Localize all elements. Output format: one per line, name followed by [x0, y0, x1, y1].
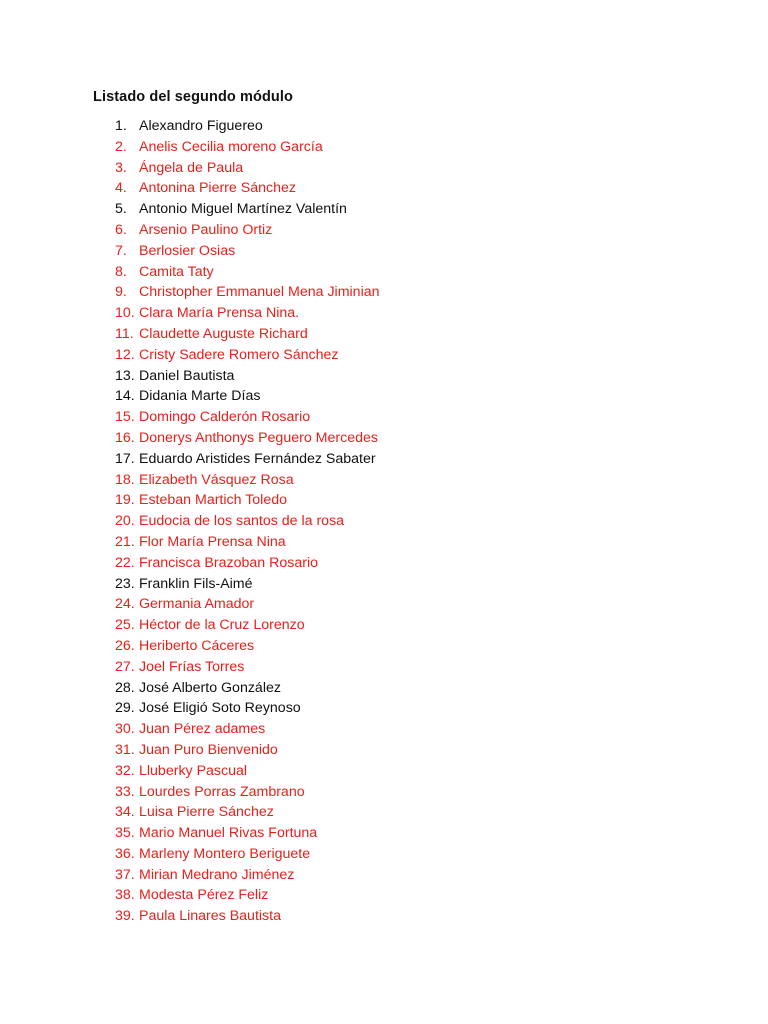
list-item-number: 33. [115, 783, 135, 800]
list-item-number: 16. [115, 429, 135, 446]
list-item-number: 34. [115, 804, 135, 821]
list-item-number: 3. [115, 159, 127, 176]
list-item-number: 38. [115, 887, 135, 904]
list-item-name: Didania Marte Días [139, 388, 261, 405]
list-item-name: José Alberto González [139, 679, 281, 696]
list-item-name: Lluberky Pascual [139, 762, 248, 779]
list-item-number: 19. [115, 492, 135, 509]
list-item-name: Franklin Fils-Aimé [139, 575, 253, 592]
list-item-name: Alexandro Figuereo [139, 118, 263, 134]
list-item-number: 27. [115, 658, 135, 675]
list-item-number: 21. [115, 533, 135, 550]
list-item-name: José Eligió Soto Reynoso [139, 700, 301, 717]
list-item-number: 31. [115, 741, 135, 758]
list-item-name: Paula Linares Bautista [139, 908, 281, 925]
list-item-number: 26. [115, 637, 135, 654]
list-item-name: Claudette Auguste Richard [139, 325, 308, 342]
list-item-number: 6. [115, 221, 127, 238]
list-item-name: Germania Amador [139, 596, 255, 613]
list-item-number: 11. [115, 325, 134, 342]
list-item-name: Lourdes Porras Zambrano [139, 783, 305, 800]
list-item-name: Modesta Pérez Feliz [139, 887, 269, 904]
list-item-name: Juan Puro Bienvenido [139, 741, 278, 758]
list-item-number: 35. [115, 825, 135, 842]
list-item-name: Camita Taty [139, 263, 214, 280]
list-item-name: Francisca Brazoban Rosario [139, 554, 318, 571]
list-item-name: Berlosier Osias [139, 242, 236, 259]
list-item-number: 9. [115, 284, 127, 301]
list-item-name: Antonina Pierre Sánchez [139, 180, 296, 197]
list-item-number: 5. [115, 201, 127, 218]
list-item-name: Christopher Emmanuel Mena Jiminian [139, 284, 380, 301]
list-item-number: 22. [115, 554, 135, 571]
list-item-name: Mirian Medrano Jiménez [139, 866, 295, 883]
list-item-name: Luisa Pierre Sánchez [139, 804, 274, 821]
list-item-number: 18. [115, 471, 135, 488]
list-item-name: Esteban Martich Toledo [139, 492, 288, 509]
list-item-number: 32. [115, 762, 135, 779]
list-item-number: 37. [115, 866, 135, 883]
list-item-name: Cristy Sadere Romero Sánchez [139, 346, 339, 363]
list-item-name: Mario Manuel Rivas Fortuna [139, 825, 318, 842]
list-item-name: Juan Pérez adames [139, 721, 266, 738]
list-item-number: 23. [115, 575, 135, 592]
list-item-number: 13. [115, 367, 135, 384]
list-item-number: 4. [115, 180, 127, 197]
list-item-name: Flor María Prensa Nina [139, 533, 286, 550]
list-item-name: Clara María Prensa Nina. [139, 305, 300, 322]
list-item-number: 20. [115, 513, 135, 530]
list-item-name: Elizabeth Vásquez Rosa [139, 471, 294, 488]
list-item-name: Héctor de la Cruz Lorenzo [139, 617, 305, 634]
list-item-number: 1. [115, 118, 127, 134]
list-item-number: 30. [115, 721, 135, 738]
list-item-name: Antonio Miguel Martínez Valentín [139, 201, 347, 218]
list-item-number: 15. [115, 409, 135, 426]
list-item-name: Eduardo Aristides Fernández Sabater [139, 450, 376, 467]
list-item-number: 7. [115, 242, 127, 259]
list-item-name: Marleny Montero Beriguete [139, 845, 311, 862]
list-item-name: Eudocia de los santos de la rosa [139, 513, 345, 530]
list-item-number: 29. [115, 700, 135, 717]
list-item-number: 25. [115, 617, 135, 634]
list-item-number: 28. [115, 679, 135, 696]
list-item-name: Domingo Calderón Rosario [139, 409, 311, 426]
list-item-number: 39. [115, 908, 135, 925]
list-item-number: 12. [115, 346, 135, 363]
list-item-name: Arsenio Paulino Ortiz [139, 221, 273, 238]
list-item-number: 24. [115, 596, 135, 613]
list-item-name: Daniel Bautista [139, 367, 235, 384]
list-item-number: 8. [115, 263, 127, 280]
list-item-number: 17. [115, 450, 135, 467]
list-item-number: 36. [115, 845, 135, 862]
list-item-name: Anelis Cecilia moreno García [139, 138, 323, 155]
list-item-name: Joel Frías Torres [139, 658, 245, 675]
list-item-number: 10. [115, 305, 135, 322]
list-item-number: 2. [115, 138, 127, 155]
list-item-name: Heriberto Cáceres [139, 637, 255, 654]
list-item-name: Donerys Anthonys Peguero Mercedes [139, 429, 378, 446]
page-title: Listado del segundo módulo [93, 89, 293, 105]
list-item-number: 14. [115, 388, 135, 405]
list-item-name: Ángela de Paula [139, 159, 244, 176]
